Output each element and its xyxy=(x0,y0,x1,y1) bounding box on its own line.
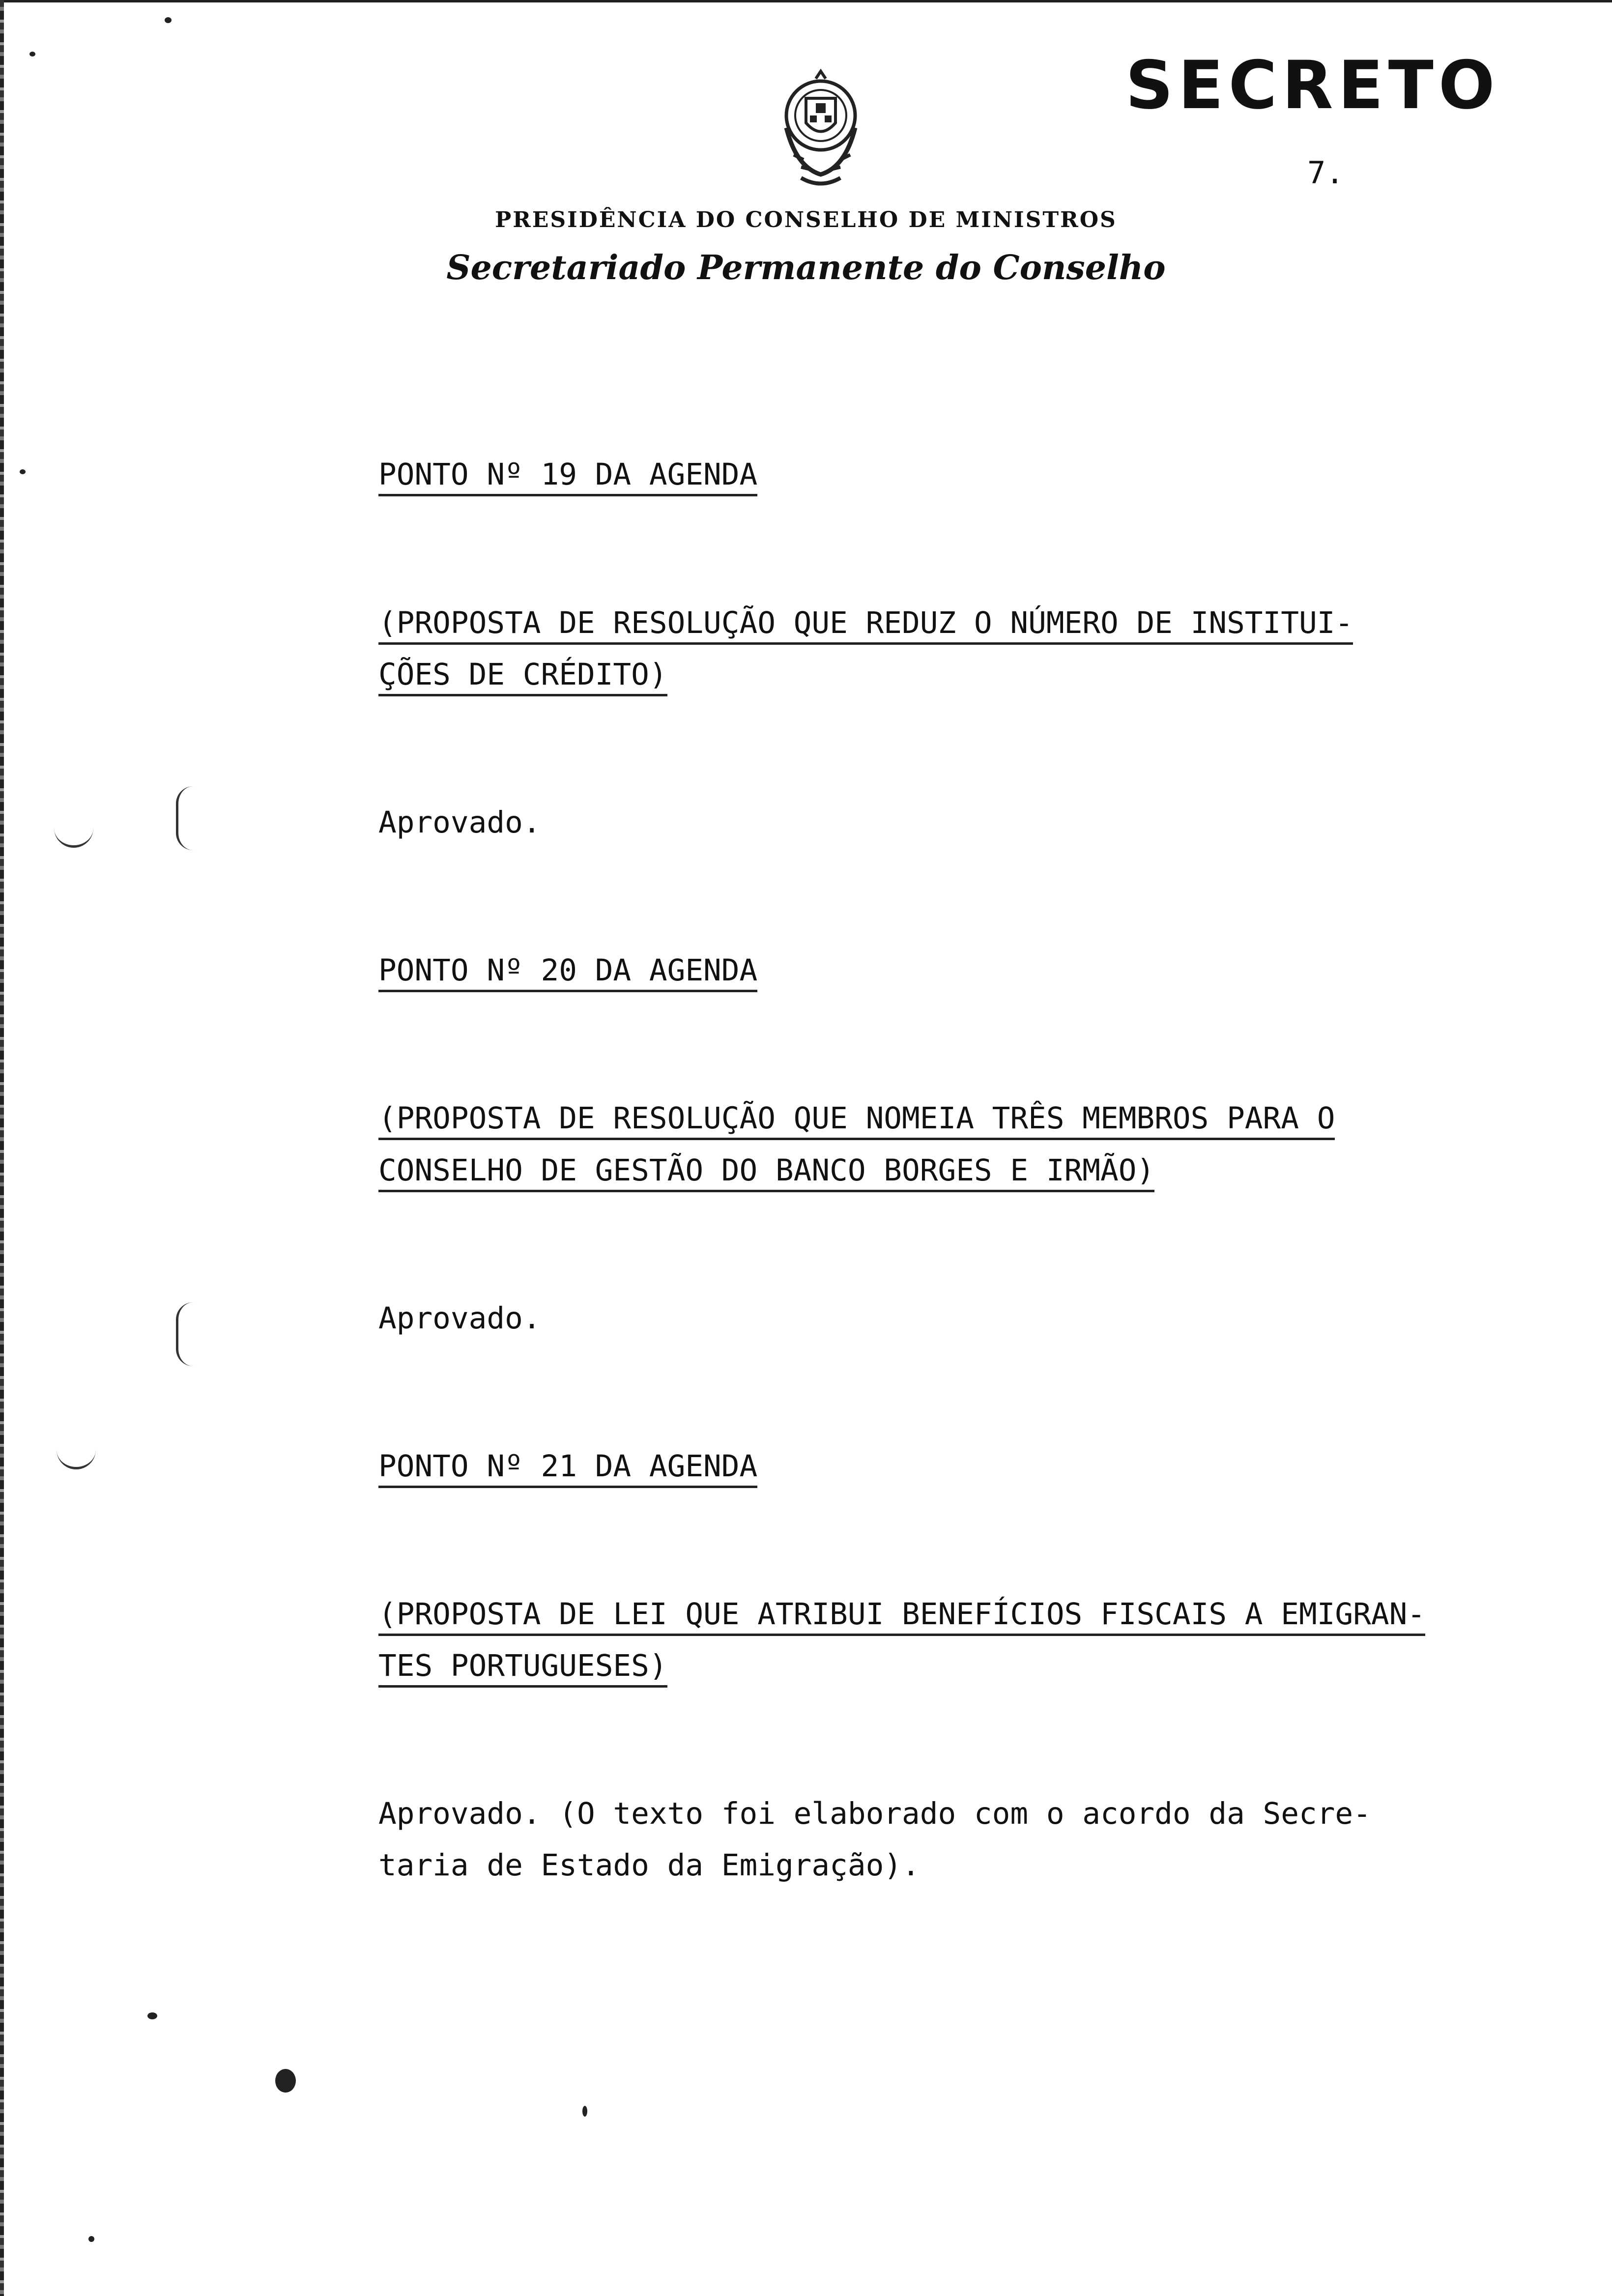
agenda-item-title-text: TES PORTUGUESES) xyxy=(378,1648,667,1688)
agenda-item-title-text: (PROPOSTA DE RESOLUÇÃO QUE REDUZ O NÚMERO DE INSTITUI- xyxy=(378,605,1353,645)
agenda-item-title-line xyxy=(378,1597,1426,1632)
page-left-edge xyxy=(0,0,4,2296)
scan-speck xyxy=(147,2012,157,2019)
agenda-item-title-text: ÇÕES DE CRÉDITO) xyxy=(378,657,667,696)
secret-stamp: SECRETO xyxy=(1125,47,1500,124)
agenda-item-heading-text: PONTO Nº 20 DA AGENDA xyxy=(378,953,757,992)
agenda-item-title-text: (PROPOSTA DE RESOLUÇÃO QUE NOMEIA TRÊS MEMBROS PARA O xyxy=(378,1101,1335,1140)
agenda-item-title-line xyxy=(378,1153,1155,1188)
agenda-item-heading-text: PONTO Nº 21 DA AGENDA xyxy=(378,1449,757,1488)
agenda-item-heading xyxy=(378,1449,758,1484)
agenda-item-title-text: CONSELHO DE GESTÃO DO BANCO BORGES E IRMÃO) xyxy=(378,1153,1154,1192)
agenda-item-title-line xyxy=(378,1648,667,1683)
scan-speck xyxy=(275,2069,296,2093)
agenda-item-heading xyxy=(378,457,758,492)
agenda-item-title-line xyxy=(378,605,1353,640)
scan-speck xyxy=(29,52,35,57)
scan-mark xyxy=(176,1302,193,1366)
page-number: 7. xyxy=(1307,155,1344,191)
coat-of-arms-emblem xyxy=(767,69,875,192)
scan-mark xyxy=(176,786,193,850)
scan-speck xyxy=(165,17,172,23)
agenda-item-result: Aprovado. xyxy=(378,1301,541,1336)
agenda-item-result: taria de Estado da Emigração). xyxy=(378,1848,920,1883)
agenda-item-result: Aprovado. (O texto foi elaborado com o acordo da Secre- xyxy=(378,1796,1371,1831)
scan-mark xyxy=(57,1447,96,1469)
scan-speck xyxy=(582,2106,587,2117)
agenda-item-heading-text: PONTO Nº 19 DA AGENDA xyxy=(378,457,757,496)
agenda-item-heading xyxy=(378,953,758,988)
agenda-item-title-line xyxy=(378,1101,1335,1136)
agenda-item-title-text: (PROPOSTA DE LEI QUE ATRIBUI BENEFÍCIOS FISCAIS A EMIGRAN- xyxy=(378,1597,1425,1636)
office-subtitle: Secretariado Permanente do Conselho xyxy=(446,248,1166,287)
scan-speck xyxy=(20,469,26,474)
agenda-item-result: Aprovado. xyxy=(378,805,541,840)
page-top-edge xyxy=(0,0,1612,2)
office-heading: PRESIDÊNCIA DO CONSELHO DE MINISTROS xyxy=(495,207,1117,232)
agenda-item-title-line xyxy=(378,657,667,692)
scan-speck xyxy=(88,2236,94,2242)
scan-mark xyxy=(54,826,93,848)
